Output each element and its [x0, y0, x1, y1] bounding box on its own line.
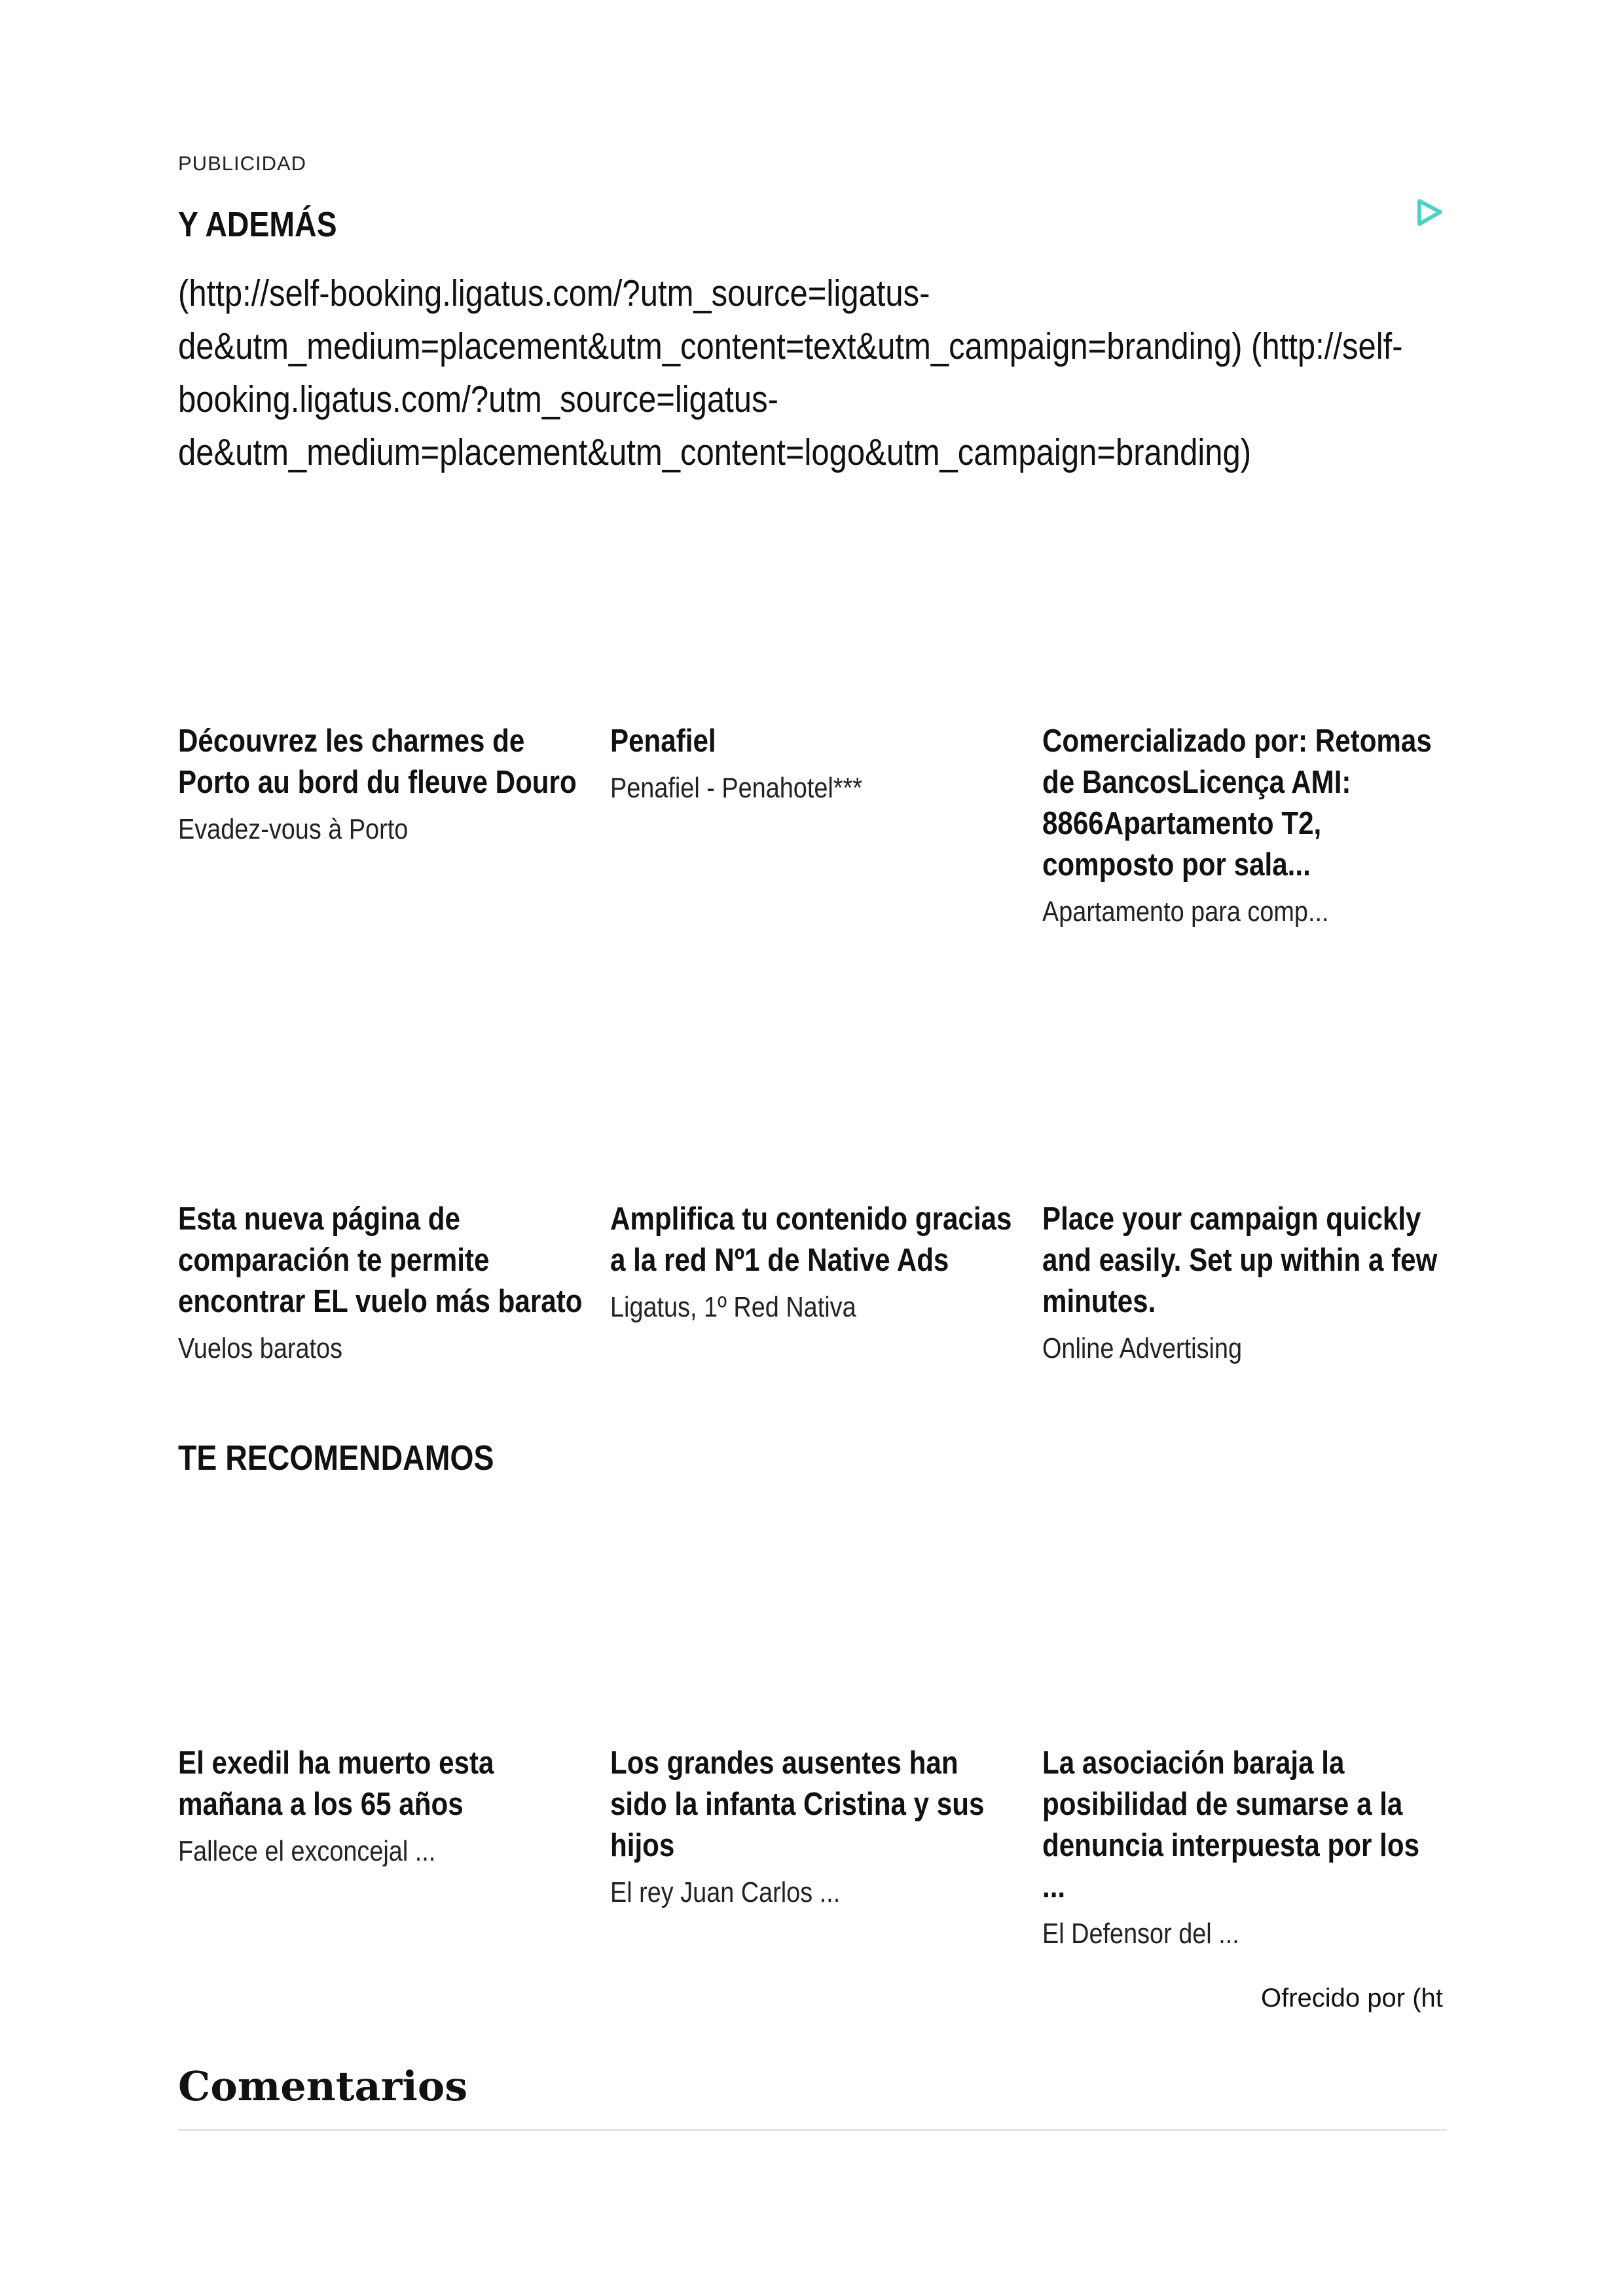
recommended-card-source: El Defensor del ... — [1042, 1918, 1239, 1950]
section-title-also: Y ADEMÁS — [178, 205, 337, 244]
recommended-card[interactable] — [178, 1743, 584, 1870]
ad-links-text[interactable]: (http://self-booking.ligatus.com/?utm_source=ligatus-de&utm_medium=placement&utm_content=text&utm_campaign=branding) (http://self-booking.ligatus.com/?utm_source=ligatus-de&utm_medium=placement&utm_content=logo&utm_campaign=branding) — [178, 272, 1403, 473]
ad-card-headline[interactable]: Penafiel — [610, 723, 716, 759]
section-title-recommended: TE RECOMENDAMOS — [178, 1438, 494, 1478]
ad-card[interactable] — [1042, 721, 1448, 930]
ad-card-source: Apartamento para comp... — [1042, 896, 1329, 928]
ad-card[interactable] — [610, 721, 1016, 807]
ad-card[interactable] — [610, 1199, 1016, 1326]
ad-card-headline[interactable]: Amplifica tu contenido gracias a la red Nº1 de Native Ads — [610, 1201, 1012, 1278]
ad-card-source: Evadez-vous à Porto — [178, 813, 409, 845]
ad-card-source: Ligatus, 1º Red Nativa — [610, 1291, 856, 1323]
recommended-card-headline[interactable]: La asociación baraja la posibilidad de sumarse a la denuncia interpuesta por los ... — [1042, 1745, 1420, 1904]
recommended-card[interactable] — [1042, 1743, 1448, 1952]
ad-card-source: Vuelos baratos — [178, 1332, 343, 1364]
ad-card-headline[interactable]: Découvrez les charmes de Porto au bord du fleuve Douro — [178, 723, 577, 800]
ad-card-headline[interactable]: Place your campaign quickly and easily. Set up within a few minutes. — [1042, 1201, 1438, 1319]
recommended-card-source: Fallece el exconcejal ... — [178, 1835, 436, 1867]
comments-heading: Comentarios — [178, 2062, 468, 2110]
ad-card[interactable] — [178, 1199, 584, 1367]
recommended-card-headline[interactable]: Los grandes ausentes han sido la infanta Cristina y sus hijos — [610, 1745, 985, 1863]
ligatus-play-icon[interactable] — [1414, 198, 1444, 228]
ad-card-source: Penafiel - Penahotel*** — [610, 772, 862, 804]
ad-label: PUBLICIDAD — [178, 152, 307, 175]
ad-card-headline[interactable]: Comercializado por: Retomas de BancosLicença AMI: 8866Apartamento T2, composto por sala... — [1042, 723, 1432, 883]
recommended-card[interactable] — [610, 1743, 1016, 1911]
comments-divider — [178, 2129, 1447, 2131]
recommended-card-headline[interactable]: El exedil ha muerto esta mañana a los 65 años — [178, 1745, 494, 1822]
offered-by-link[interactable]: Ofrecido por (ht — [1261, 1984, 1443, 2013]
ad-card-headline[interactable]: Esta nueva página de comparación te permite encontrar EL vuelo más barato — [178, 1201, 583, 1319]
ad-card[interactable] — [1042, 1199, 1448, 1367]
ad-card[interactable] — [178, 721, 584, 848]
recommended-card-source: El rey Juan Carlos ... — [610, 1876, 841, 1908]
ad-card-source: Online Advertising — [1042, 1332, 1243, 1364]
